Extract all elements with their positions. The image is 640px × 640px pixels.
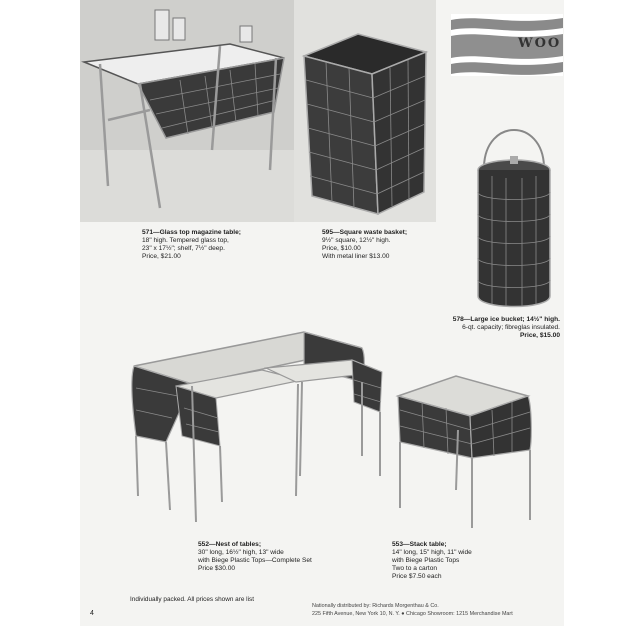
ice-bucket-photo (470, 116, 560, 312)
item-571-line: 23" x 17½"; shelf, 7½" deep. (142, 245, 225, 252)
ice-bucket-illustration (470, 116, 560, 312)
page-number: 4 (90, 610, 94, 617)
distributor-line: Nationally distributed by: Richards Morgenthau & Co. (312, 603, 439, 609)
magazine-table-photo (80, 0, 294, 222)
nest-of-tables-photo (126, 326, 388, 526)
packing-note: Individually packed. All prices shown are list (130, 596, 254, 603)
item-571-title: 571—Glass top magazine table; (142, 229, 241, 236)
item-571-line: 18" high. Tempered glass top, (142, 237, 229, 244)
item-553-line: 14" long, 15" high, 11" wide (392, 549, 472, 556)
item-552-line: 30" long, 16½" high, 13" wide (198, 549, 284, 556)
item-578-line: 6-qt. capacity; fibreglas insulated. (462, 324, 560, 331)
item-553-line: Two to a carton (392, 565, 438, 572)
nest-of-tables-illustration (126, 326, 388, 526)
magazine-table-illustration (80, 0, 294, 222)
item-552-line: with Biege Plastic Tops—Complete Set (198, 557, 312, 564)
item-595-line: 9½" square, 12½" high. (322, 237, 391, 244)
item-595-caption (322, 229, 407, 261)
item-578-caption (436, 316, 560, 340)
item-553-caption (392, 541, 472, 581)
item-552-price: Price $30.00 (198, 565, 236, 572)
item-595-price-liner: With metal liner $13.00 (322, 253, 390, 260)
item-578-price: Price, $15.00 (520, 332, 560, 339)
item-571-caption (142, 229, 241, 261)
waste-basket-photo (294, 0, 436, 222)
stack-table-photo (392, 370, 542, 530)
item-553-price: Price $7.50 each (392, 573, 442, 580)
item-553-title: 553—Stack table; (392, 541, 447, 548)
item-595-title: 595—Square waste basket; (322, 229, 408, 236)
address-line: 225 Fifth Avenue, New York 10, N. Y. ● Chicago Showroom: 1215 Merchandise Mart (312, 610, 513, 617)
stack-table-illustration (392, 370, 542, 530)
item-552-caption (198, 541, 312, 573)
waste-basket-illustration (294, 0, 436, 222)
brand-wordmark: WOO (518, 36, 562, 51)
item-595-price: Price, $10.00 (322, 245, 361, 252)
item-552-title: 552—Nest of tables; (198, 541, 262, 548)
item-578-title: 578—Large ice bucket; 14½" high. (452, 316, 560, 323)
item-571-price: Price, $21.00 (142, 253, 181, 260)
distributor-block (312, 603, 513, 618)
item-553-line: with Biege Plastic Tops (392, 557, 460, 564)
